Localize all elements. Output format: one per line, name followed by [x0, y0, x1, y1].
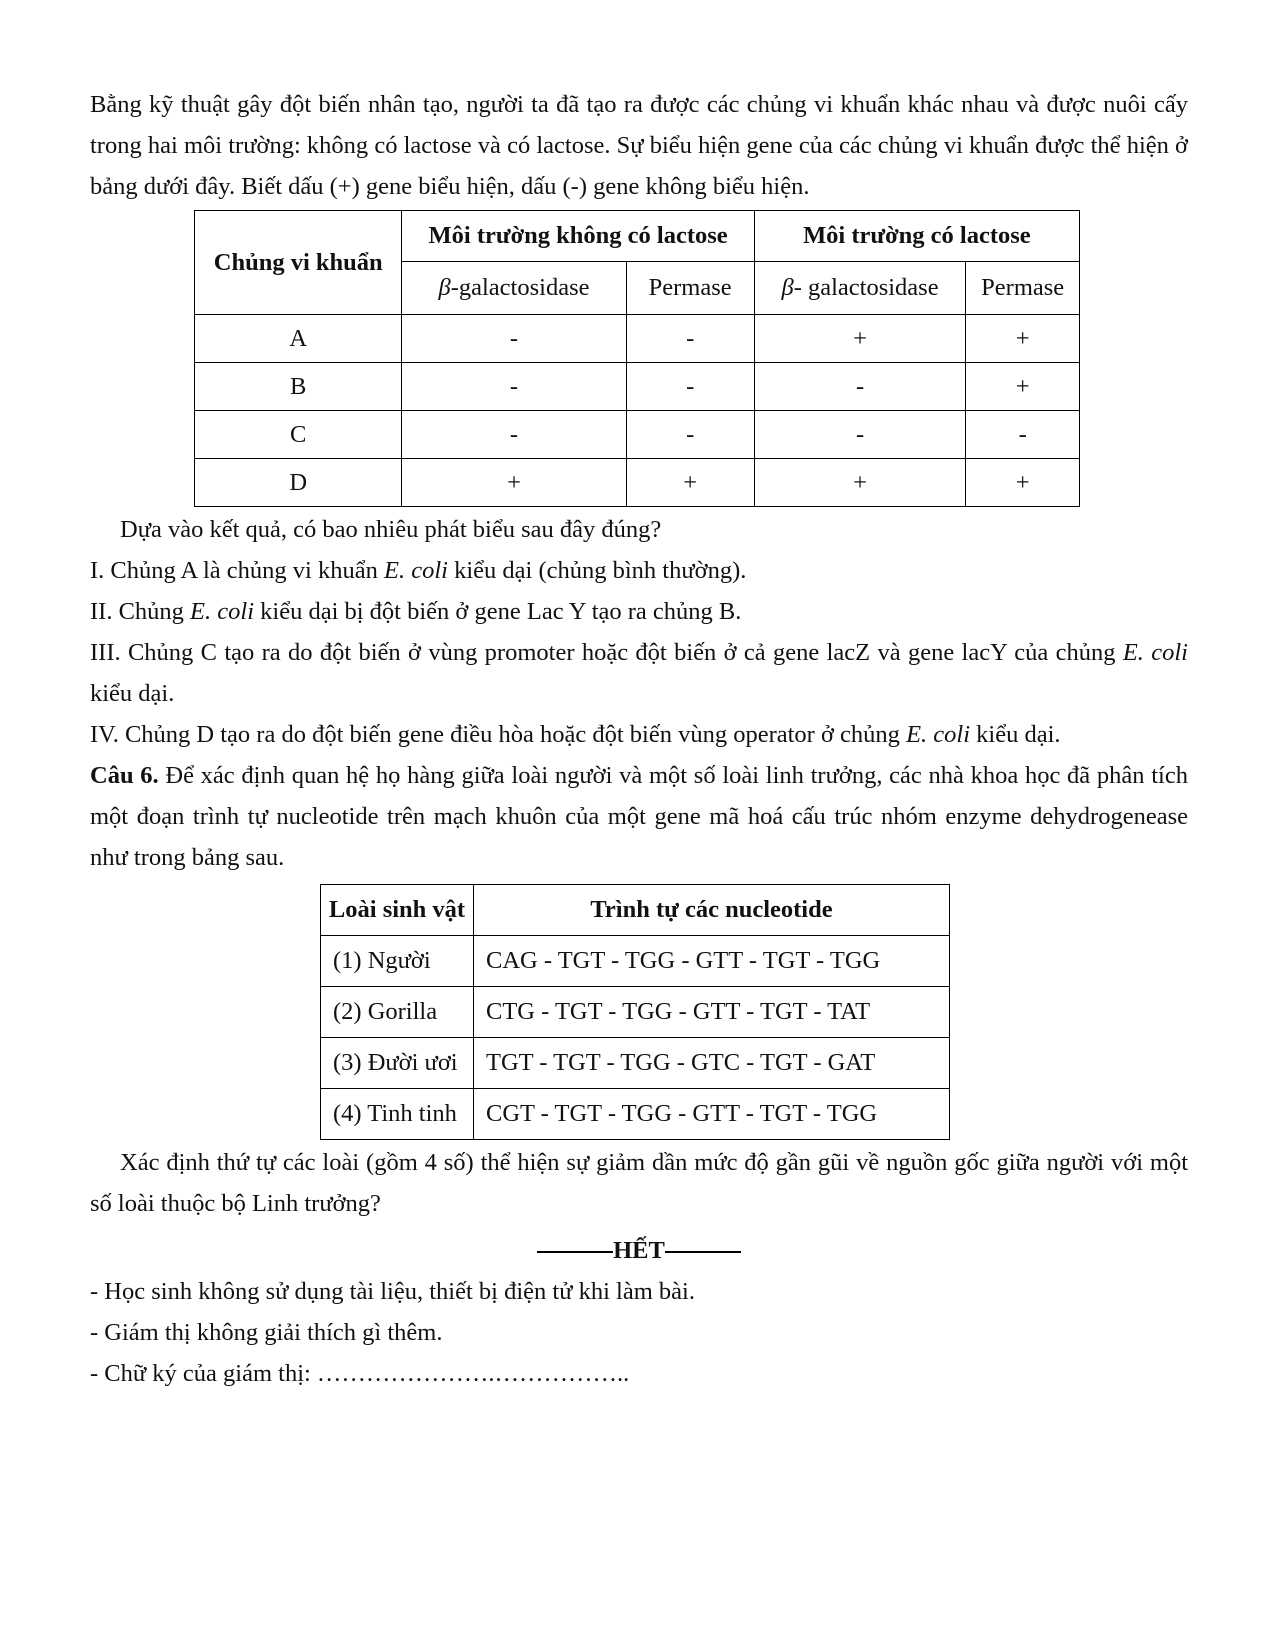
expression-cell: -	[402, 411, 626, 459]
subheader-permase-lactose: Permase	[966, 262, 1080, 315]
strain-name: D	[195, 459, 402, 507]
species-row	[321, 936, 950, 987]
statement-4: IV. Chủng D tạo ra do đột biến gene điều hòa hoặc đột biến vùng operator ở chủng E. coli kiểu dại.	[90, 721, 1061, 748]
header-strain: Chủng vi khuẩn	[195, 211, 402, 315]
statement-2: II. Chủng E. coli kiểu dại bị đột biến ở gene Lac Y tạo ra chủng B.	[90, 598, 742, 625]
expression-cell: +	[402, 459, 626, 507]
expression-cell: +	[966, 459, 1080, 507]
sequence-rows	[321, 936, 950, 1140]
header-species: Loài sinh vật	[321, 885, 474, 936]
expression-cell: -	[626, 315, 754, 363]
gene-expression-table	[194, 210, 1080, 507]
sequence-cell: CTG - TGT - TGG - GTT - TGT - TAT	[474, 987, 950, 1038]
nucleotide-sequence-table	[320, 884, 950, 1140]
header-sequence: Trình tự các nucleotide	[474, 885, 950, 936]
question-6: Câu 6. Để xác định quan hệ họ hàng giữa loài người và một số loài linh trưởng, các nhà khoa học đã phân tích một đoạn trình tự nucleotide trên mạch khuôn của một gene mã hoá cấu trúc nhóm enzyme dehydrogenease như trong bảng sau.	[90, 762, 1188, 871]
expression-cell: +	[966, 363, 1080, 411]
strain-name: B	[195, 363, 402, 411]
strain-name: C	[195, 411, 402, 459]
strain-row	[195, 363, 1080, 411]
gene-expression-rows	[195, 315, 1080, 507]
expression-cell: -	[754, 363, 966, 411]
note-1: - Học sinh không sử dụng tài liệu, thiết bị điện tử khi làm bài.	[90, 1278, 695, 1305]
subheader-permase-no-lactose: Permase	[626, 262, 754, 315]
end-dash-right	[665, 1251, 741, 1253]
sequence-cell: CAG - TGT - TGG - GTT - TGT - TGG	[474, 936, 950, 987]
note-3: - Chữ ký của giám thị: ………………….……………..	[90, 1360, 630, 1387]
sequence-cell: TGT - TGT - TGG - GTC - TGT - GAT	[474, 1038, 950, 1089]
statement-1: I. Chủng A là chủng vi khuẩn E. coli kiểu dại (chủng bình thường).	[90, 557, 747, 584]
end-dash-left	[537, 1251, 613, 1253]
question-6-label: Câu 6.	[90, 762, 159, 789]
statement-3: III. Chủng C tạo ra do đột biến ở vùng promoter hoặc đột biến ở cả gene lacZ và gene lacY của chủng E. coli kiểu dại.	[90, 639, 1188, 707]
header-env-lactose: Môi trường có lactose	[754, 211, 1079, 262]
expression-cell: -	[402, 315, 626, 363]
expression-cell: +	[754, 459, 966, 507]
expression-cell: +	[626, 459, 754, 507]
end-marker: HẾT	[90, 1230, 1188, 1271]
expression-cell: +	[754, 315, 966, 363]
species-row	[321, 987, 950, 1038]
question-6-prompt: Xác định thứ tự các loài (gồm 4 số) thể hiện sự giảm dần mức độ gần gũi về nguồn gốc giữa người với một số loài thuộc bộ Linh trưởng?	[90, 1149, 1188, 1217]
expression-cell: +	[966, 315, 1080, 363]
sequence-cell: CGT - TGT - TGG - GTT - TGT - TGG	[474, 1089, 950, 1140]
strain-row	[195, 315, 1080, 363]
expression-cell: -	[966, 411, 1080, 459]
subheader-bgal-lactose: β- galactosidase	[754, 262, 966, 315]
note-2: - Giám thị không giải thích gì thêm.	[90, 1319, 443, 1346]
strain-name: A	[195, 315, 402, 363]
species-row	[321, 1089, 950, 1140]
intro-paragraph: Bằng kỹ thuật gây đột biến nhân tạo, người ta đã tạo ra được các chủng vi khuẩn khác nhau và được nuôi cấy trong hai môi trường: không có lactose và có lactose. Sự biểu hiện gene của các chủng vi khuẩn được thể hiện ở bảng dưới đây. Biết dấu (+) gene biểu hiện, dấu (-) gene không biểu hiện.	[90, 91, 1188, 200]
expression-cell: -	[402, 363, 626, 411]
species-name: (4) Tinh tinh	[321, 1089, 474, 1140]
species-name: (3) Đười ươi	[321, 1038, 474, 1089]
header-env-no-lactose: Môi trường không có lactose	[402, 211, 754, 262]
strain-row	[195, 411, 1080, 459]
expression-cell: -	[754, 411, 966, 459]
strain-row	[195, 459, 1080, 507]
species-name: (1) Người	[321, 936, 474, 987]
species-row	[321, 1038, 950, 1089]
exam-page	[90, 84, 1188, 1394]
species-name: (2) Gorilla	[321, 987, 474, 1038]
question-text: Dựa vào kết quả, có bao nhiêu phát biểu sau đây đúng?	[120, 516, 662, 543]
expression-cell: -	[626, 411, 754, 459]
subheader-bgal-no-lactose: β-galactosidase	[402, 262, 626, 315]
expression-cell: -	[626, 363, 754, 411]
